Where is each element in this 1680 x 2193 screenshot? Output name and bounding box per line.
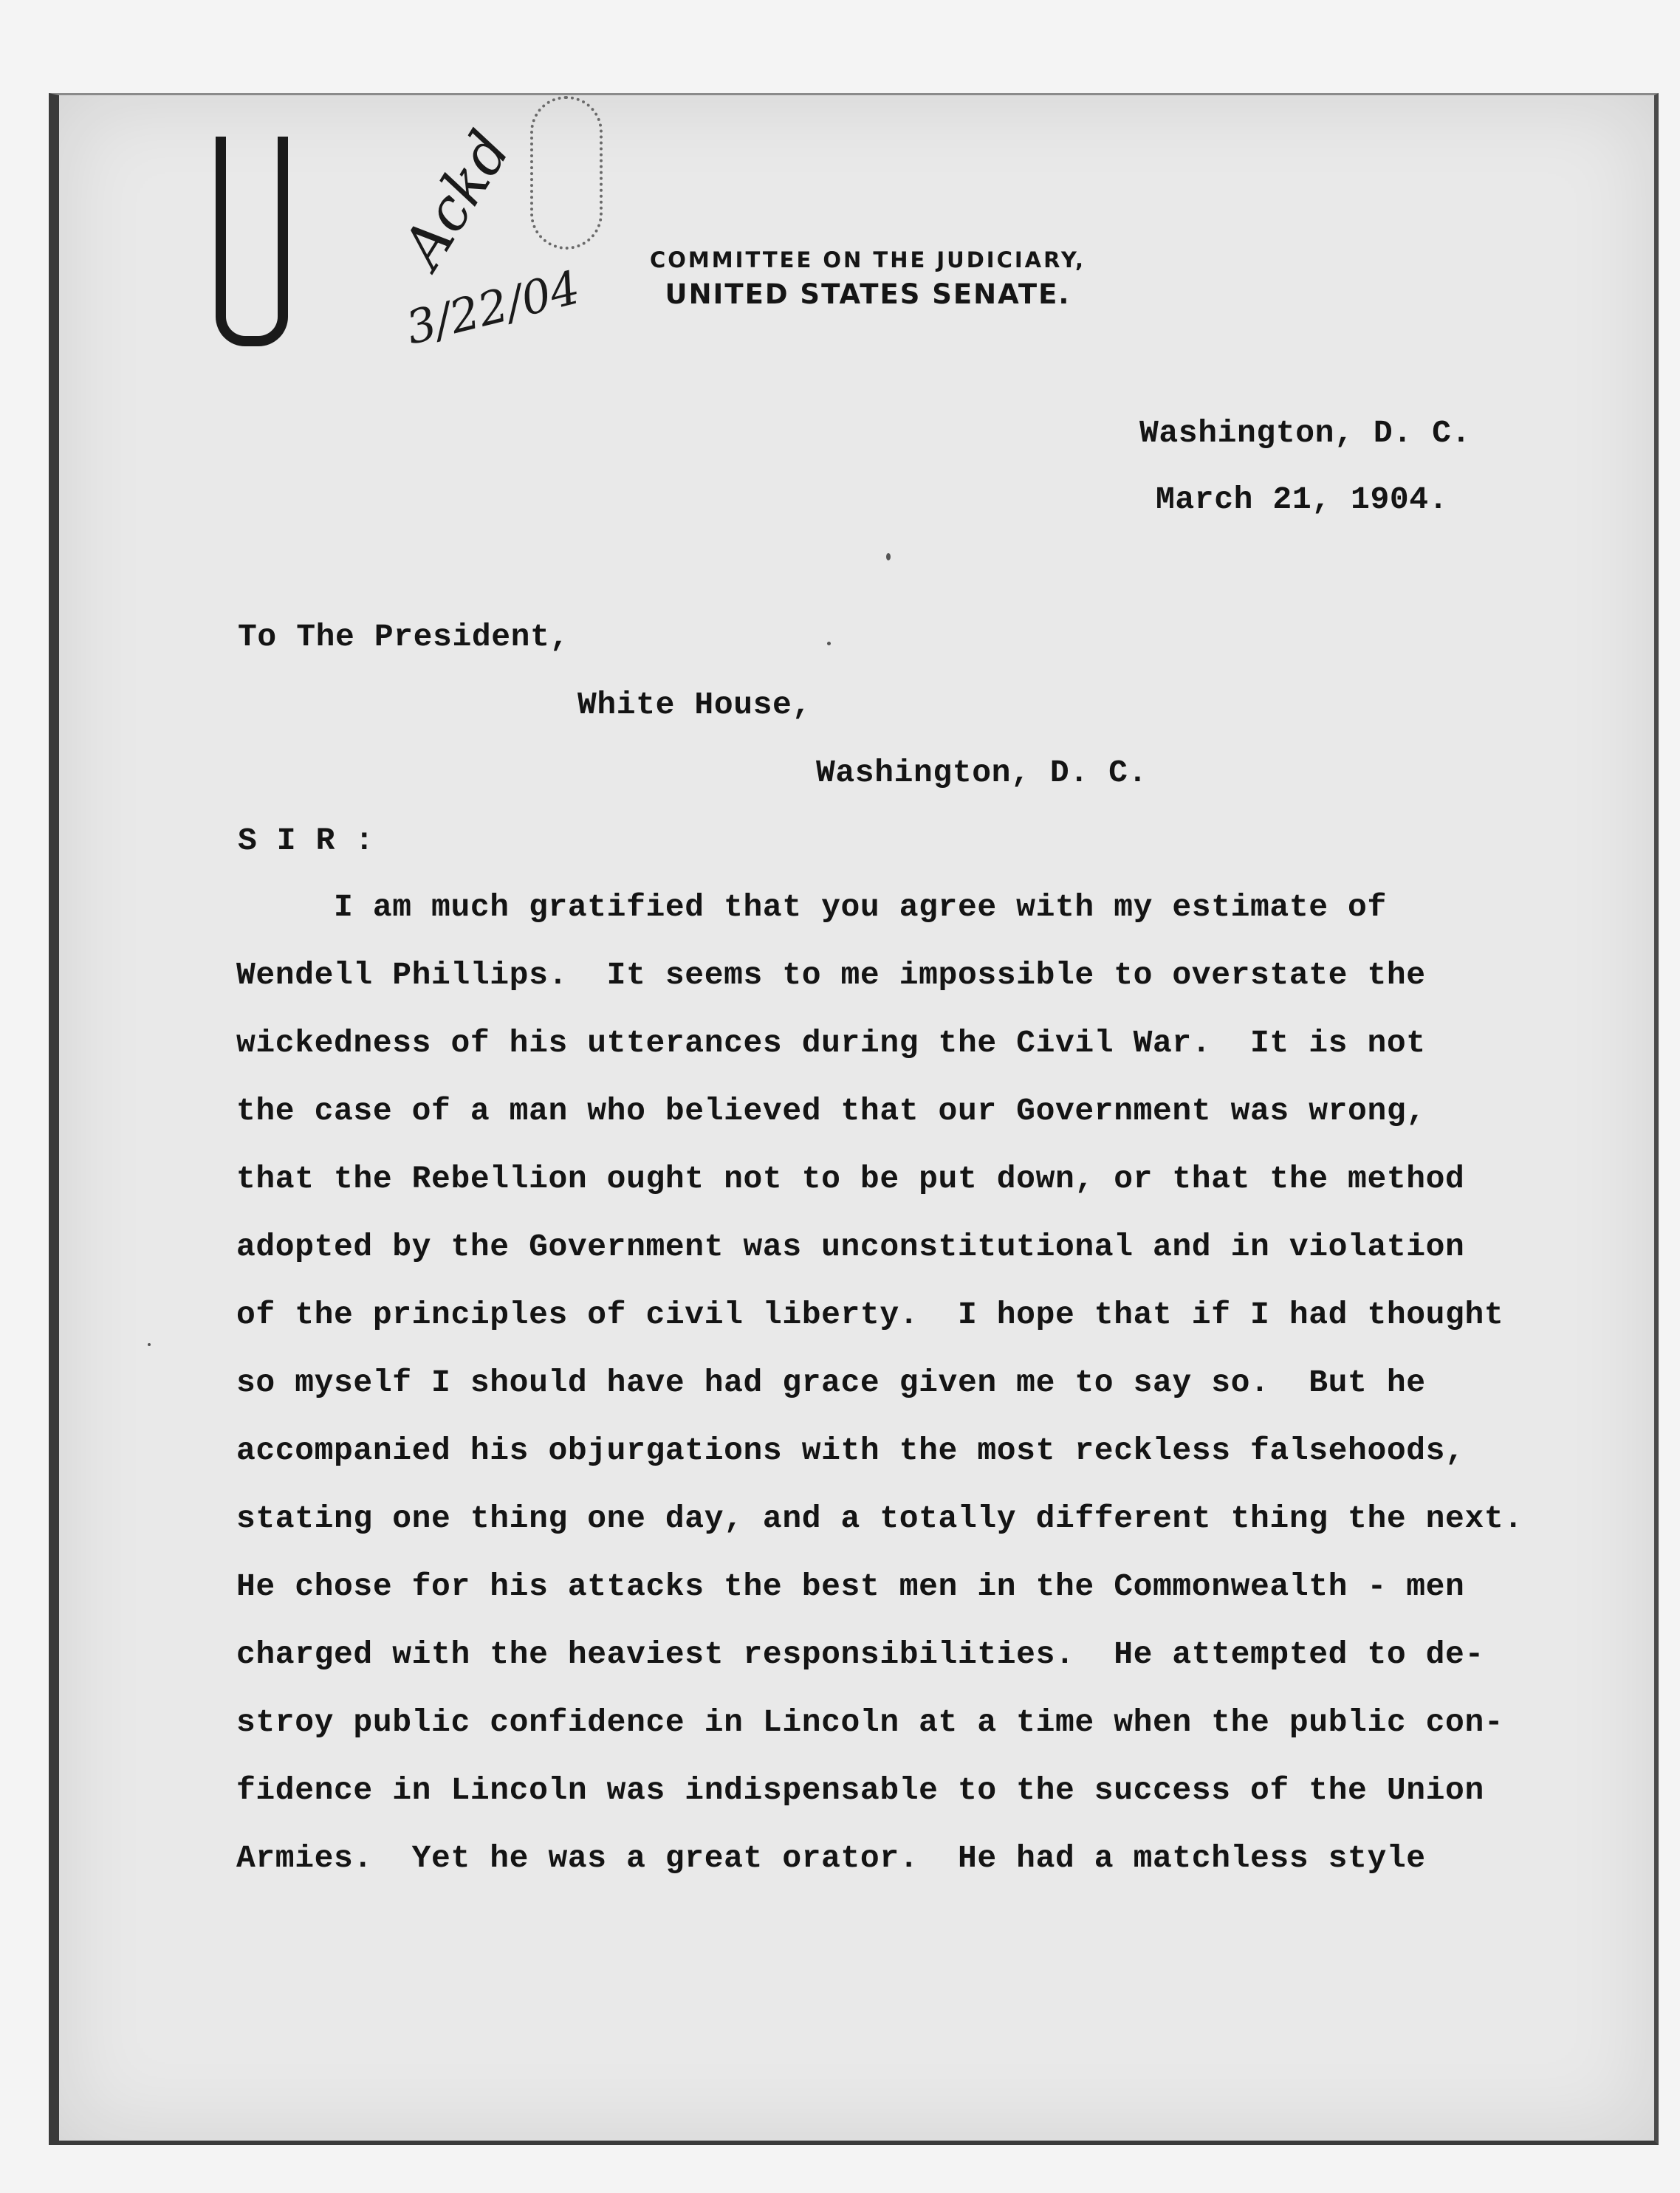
address-recipient: To The President, [238, 619, 569, 655]
body-line: of the principles of civil liberty. I hope that if I had thought [236, 1297, 1504, 1333]
paper-speck [148, 1343, 151, 1346]
body-line: adopted by the Government was unconstitutional and in violation [236, 1229, 1465, 1265]
paper-clip-mark [216, 137, 288, 346]
body-line: Wendell Phillips. It seems to me impossible to overstate the [236, 957, 1426, 993]
body-line: so myself I should have had grace given me to say so. But he [236, 1365, 1426, 1401]
body-line: that the Rebellion ought not to be put down, or that the method [236, 1161, 1465, 1197]
address-city: Washington, D. C. [816, 755, 1148, 791]
body-line: stroy public confidence in Lincoln at a time when the public con- [236, 1704, 1504, 1740]
body-line: accompanied his objurgations with the most reckless falsehoods, [236, 1432, 1465, 1469]
paper-clip-shadow [530, 96, 603, 250]
letterhead-senate: UNITED STATES SENATE. [665, 278, 1071, 310]
body-line: I am much gratified that you agree with my estimate of [236, 889, 1387, 925]
body-line: charged with the heaviest responsibilities. He attempted to de- [236, 1636, 1484, 1672]
body-line: the case of a man who believed that our Government was wrong, [236, 1093, 1426, 1129]
dateline-place: Washington, D. C. [1139, 415, 1471, 451]
body-line: fidence in Lincoln was indispensable to the success of the Union [236, 1772, 1484, 1808]
address-building: White House, [577, 687, 812, 723]
body-line: stating one thing one day, and a totally different thing the next. [236, 1500, 1523, 1537]
handwritten-ack-word: Ackd [390, 120, 524, 279]
letterhead-committee: COMMITTEE ON THE JUDICIARY, [650, 247, 1086, 272]
body-line: wickedness of his utterances during the Civil War. It is not [236, 1025, 1426, 1061]
dateline-date: March 21, 1904. [1156, 481, 1449, 518]
body-line: He chose for his attacks the best men in the Commonwealth - men [236, 1568, 1465, 1605]
paper-speck [886, 553, 891, 560]
handwritten-ack-date: 3/22/04 [400, 260, 586, 355]
letterhead [650, 247, 1086, 310]
paper-speck [827, 642, 831, 645]
body-line: Armies. Yet he was a great orator. He had a matchless style [236, 1840, 1426, 1876]
salutation: S I R : [238, 823, 374, 859]
